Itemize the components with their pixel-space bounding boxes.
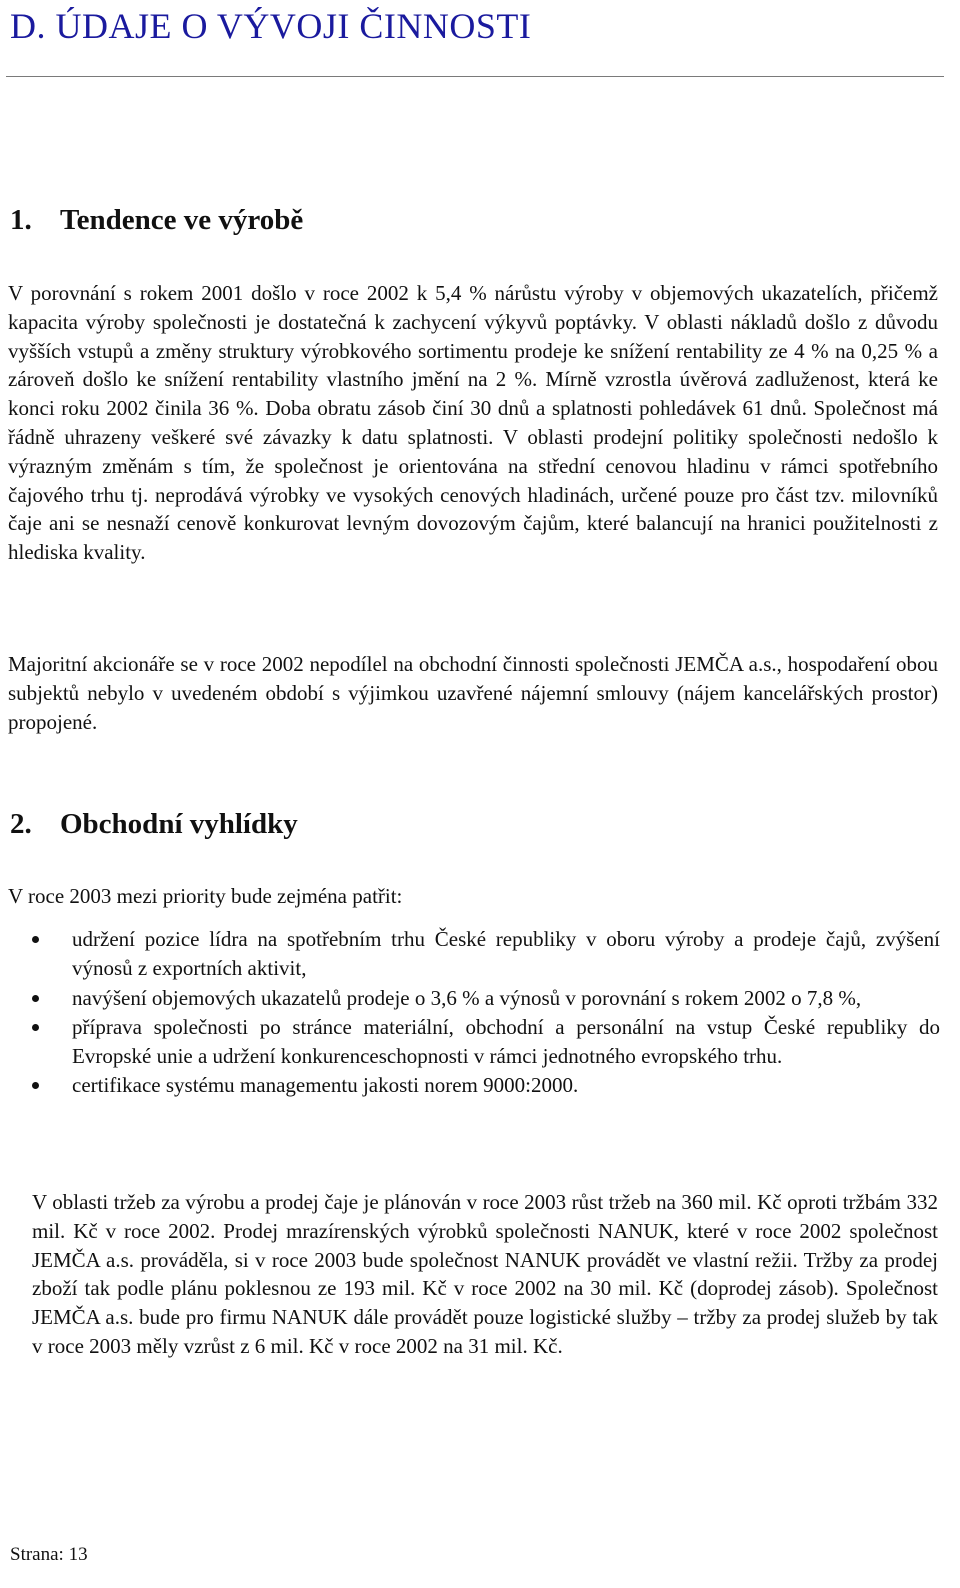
list-item [32, 925, 940, 984]
list-item-text: navýšení objemových ukazatelů prodeje o 3,6 % a výnosů v porovnání s rokem 2002 o 7,8 %, [72, 985, 862, 1010]
section-2-intro: V roce 2003 mezi priority bude zejména patřit: [8, 884, 403, 908]
section-title-2: Obchodní vyhlídky [60, 808, 298, 840]
section-number-1: 1. [10, 204, 32, 236]
bullet-icon [32, 1082, 39, 1089]
list-item [32, 1071, 940, 1100]
section-1-paragraph-1: V porovnání s rokem 2001 došlo v roce 2002 k 5,4 % nárůstu výroby v objemových ukazatelích, přičemž kapacita výroby společnosti je dostatečná k zachycení výkyvů poptávky. V oblasti nákladů došlo z důvodu vyšších vstupů a změny struktury výrobkového sortimentu prodeje ke snížení rentability ze 4 % na 0,25 % a zároveň došlo ke snížení rentability vlastního jmění na 2 %. Mírně vzrostla úvěrová zadluženost, která ke konci roku 2002 činila 36 %. Doba obratu zásob činí 30 dnů a splatnosti pohledávek 61 dnů. Společnost má řádně uhrazeny veškeré své závazky k datu splatnosti. V oblasti prodejní politiky společnosti nedošlo k výrazným změnám s tím, že společnost je orientována na střední cenovou hladinu v rámci spotřebního čajového trhu tj. neprodává výrobky ve vysokých cenových hladinách, určené pouze pro část tzv. milovníků čaje ani se nesnaží cenově konkurovat levným dovozovým čajům, které balancují na hranici použitelnosti z hlediska kvality. [8, 281, 938, 565]
section-heading-2 [10, 806, 298, 842]
list-item [32, 984, 940, 1013]
bullet-icon [32, 995, 39, 1002]
list-item [32, 1013, 940, 1072]
list-item-text: certifikace systému managementu jakosti norem 9000:2000. [72, 1073, 579, 1098]
document-title: D. ÚDAJE O VÝVOJI ČINNOSTI [10, 6, 532, 46]
section-title-1: Tendence ve výrobě [60, 204, 304, 236]
priorities-list [32, 925, 940, 1101]
list-item-text: udržení pozice lídra na spotřebním trhu České republiky v oboru výroby a prodeje čajů, zvýšení výnosů z exportních aktivit, [72, 927, 940, 981]
title-divider [6, 76, 944, 77]
page-number: Strana: 13 [10, 1544, 88, 1565]
bullet-icon [32, 936, 39, 943]
list-item-text: příprava společnosti po stránce materiální, obchodní a personální na vstup České republiky do Evropské unie a udržení konkurenceschopnosti v rámci jednotného evropského trhu. [72, 1014, 940, 1069]
section-2-closing-paragraph: V oblasti tržeb za výrobu a prodej čaje je plánován v roce 2003 růst tržeb na 360 mil. Kč oproti tržbám 332 mil. Kč v roce 2002. Prodej mrazírenských výrobků společnosti NANUK, které v roce 2002 společnost JEMČA a.s. prováděla, si v roce 2003 bude společnost NANUK provádět ve vlastní režii. Tržby za prodej zboží tak podle plánu poklesnou ze 193 mil. Kč v roce 2002 na 30 mil. Kč (doprodej zásob). Společnost JEMČA a.s. bude pro firmu NANUK dále provádět pouze logistické služby – tržby za prodej služeb by tak v roce 2003 měly vzrůst z 6 mil. Kč v roce 2002 na 31 mil. Kč. [32, 1190, 938, 1358]
section-number-2: 2. [10, 808, 32, 840]
section-heading-1 [10, 202, 303, 238]
bullet-icon [32, 1024, 39, 1031]
section-1-paragraph-2: Majoritní akcionáře se v roce 2002 nepodílel na obchodní činnosti společnosti JEMČA a.s., hospodaření obou subjektů nebylo v uvedeném období s výjimkou uzavřené nájemní smlouvy (nájem kancelářských prostor) propojené. [8, 652, 938, 734]
